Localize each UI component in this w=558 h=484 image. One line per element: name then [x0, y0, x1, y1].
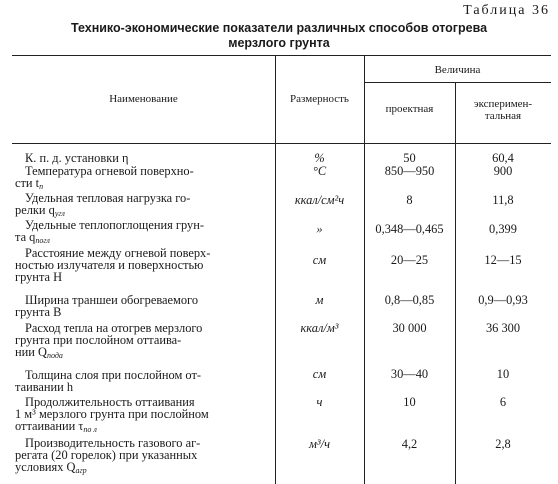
- row-name-line: Расход тепла на отогрев мерзлого: [25, 321, 203, 335]
- row-name-line: Температура огневой поверхно-: [25, 164, 194, 178]
- row-name-subscript: по л: [83, 425, 97, 434]
- row-experimental-value: 12—15: [484, 253, 522, 267]
- row-name-line: Производительность газового аг-: [25, 436, 201, 450]
- row-experimental-value: 36 300: [485, 321, 521, 335]
- header-experimental-line-1: эксперимен-: [473, 98, 533, 110]
- row-name-subscript: агр: [75, 466, 87, 475]
- row-design-value: 0,348—0,465: [375, 222, 444, 236]
- row-name-line: та q: [15, 230, 36, 244]
- row-experimental-value: 11,8: [492, 193, 514, 207]
- row-unit: ч: [316, 395, 323, 409]
- row-name-line: условиях Q: [15, 460, 76, 474]
- row-design-value: 8: [406, 193, 413, 207]
- row-design-value: 50: [403, 151, 416, 165]
- row-unit: см: [312, 253, 327, 267]
- table-caption: [0, 21, 558, 51]
- row-name-line: К. п. д. установки η: [25, 151, 129, 165]
- column-divider-1: [275, 55, 276, 484]
- row-name-line: Ширина траншеи обогреваемого: [25, 293, 199, 307]
- row-unit: м³/ч: [309, 437, 330, 451]
- row-experimental-value: 6: [499, 395, 507, 409]
- row-experimental-value: 2,8: [495, 437, 511, 451]
- row-design-value: 30—40: [390, 367, 429, 381]
- row-name-line: Удельная тепловая нагрузка го-: [25, 191, 191, 205]
- table-number: Таблица 36: [463, 3, 550, 18]
- row-design-value: 0,8—0,85: [384, 293, 435, 307]
- row-name-line: 1 м³ мерзлого грунта при послойном: [15, 407, 209, 421]
- value-group-rule: [364, 82, 551, 83]
- row-design-value: 20—25: [390, 253, 429, 267]
- row-unit: »: [316, 222, 323, 236]
- row-name-subscript: пода: [46, 351, 63, 360]
- caption-line-1: Технико-экономические показатели различных способов отогрева: [70, 21, 488, 35]
- row-unit: %: [314, 151, 325, 165]
- row-name-subscript: угл: [54, 209, 65, 218]
- column-divider-3: [455, 82, 456, 484]
- row-name: [15, 246, 275, 284]
- row-name-line: нии Q: [15, 345, 47, 359]
- row-design-value: 30 000: [392, 321, 427, 335]
- row-design-value: 10: [403, 395, 416, 409]
- row-experimental-value: 10: [496, 367, 510, 381]
- row-name-subscript: погл: [35, 236, 50, 245]
- row-name: [25, 152, 275, 164]
- column-divider-2: [364, 55, 365, 484]
- header-experimental: [455, 98, 551, 122]
- row-name-line: грунта при послойном оттаива-: [15, 333, 182, 347]
- header-name: Наименование: [109, 93, 178, 105]
- row-name-line: грунта B: [15, 305, 62, 319]
- row-name-line: Продолжительность оттаивания: [25, 395, 195, 409]
- row-unit: ккал/м³: [300, 321, 339, 335]
- row-name-line: Толщина слоя при послойном от-: [25, 368, 201, 382]
- table-top-rule: [12, 55, 551, 56]
- row-design-value: 850—950: [384, 164, 435, 178]
- header-value-group: Величина: [434, 64, 481, 76]
- row-name-line: ностью излучателя и поверхностью: [15, 258, 204, 272]
- row-name: [15, 218, 275, 247]
- row-name-line: таивании h: [15, 380, 74, 394]
- row-experimental-value: 900: [493, 164, 513, 178]
- row-design-value: 4,2: [401, 437, 418, 451]
- header-unit: Размерность: [290, 93, 349, 105]
- row-name-line: релки q: [15, 203, 55, 217]
- row-unit: ккал/см²ч: [294, 193, 345, 207]
- header-design: проектная: [385, 103, 434, 115]
- row-unit: м: [315, 293, 324, 307]
- row-name: [15, 293, 275, 319]
- header-bottom-rule: [12, 143, 551, 144]
- row-name-line: грунта H: [15, 270, 63, 284]
- row-name-line: Расстояние между огневой поверх-: [25, 246, 211, 260]
- row-name: [15, 395, 275, 436]
- row-name: [15, 436, 275, 477]
- row-name: [15, 164, 275, 193]
- row-experimental-value: 0,399: [489, 222, 517, 236]
- row-name-line: регата (20 горелок) при указанных: [15, 448, 198, 462]
- row-name-subscript: п: [39, 182, 44, 191]
- row-name-line: Удельные теплопоглощения грун-: [25, 218, 204, 232]
- row-experimental-value: 60,4: [492, 151, 514, 165]
- row-name: [15, 321, 275, 362]
- row-unit: см: [312, 367, 327, 381]
- row-name-line: оттаивании τ: [15, 419, 84, 433]
- row-unit: °С: [312, 164, 327, 178]
- row-name: [15, 368, 275, 394]
- row-experimental-value: 0,9—0,93: [478, 293, 528, 307]
- row-name-line: сти t: [15, 176, 40, 190]
- caption-line-2: мерзлого грунта: [228, 36, 330, 50]
- header-experimental-line-2: тальная: [484, 110, 522, 122]
- row-name: [15, 191, 275, 220]
